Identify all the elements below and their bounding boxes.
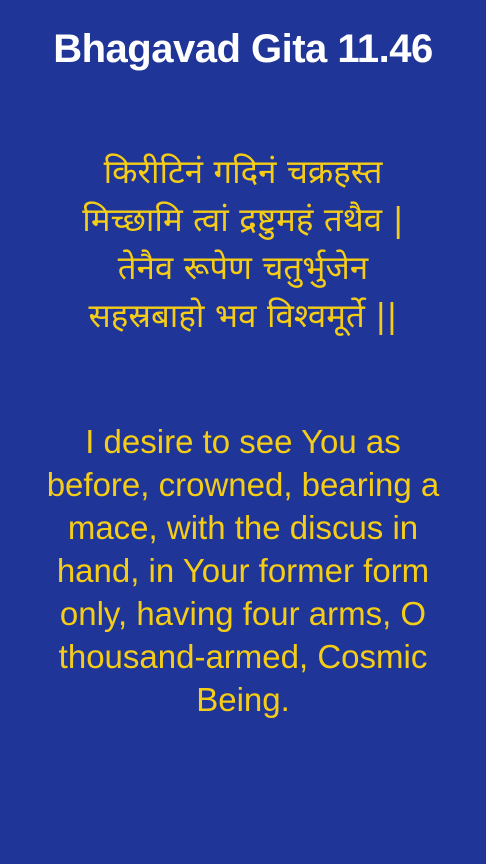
translation-line: hand, in Your former form xyxy=(56,552,430,589)
translation-line: before, crowned, bearing a xyxy=(46,466,440,503)
verse-line: सहस्रबाहो भव विश्वमूर्ते || xyxy=(88,296,398,335)
translation-line: I desire to see You as xyxy=(85,423,401,460)
translation-line: mace, with the discus in xyxy=(67,509,419,546)
translation-line: thousand-armed, Cosmic xyxy=(58,638,428,675)
verse-line: मिच्छामि त्वां द्रष्टुमहं तथैव | xyxy=(82,200,404,239)
sanskrit-verse xyxy=(0,148,486,340)
page-title: Bhagavad Gita 11.46 xyxy=(53,27,433,71)
translation-line: Being. xyxy=(196,681,290,718)
verse-line: तेनैव रूपेण चतुर्भुजेन xyxy=(117,248,369,287)
translation-line: only, having four arms, O xyxy=(59,595,427,632)
verse-line: किरीटिनं गदिनं चक्रहस्त xyxy=(103,152,383,191)
english-translation xyxy=(0,420,486,721)
